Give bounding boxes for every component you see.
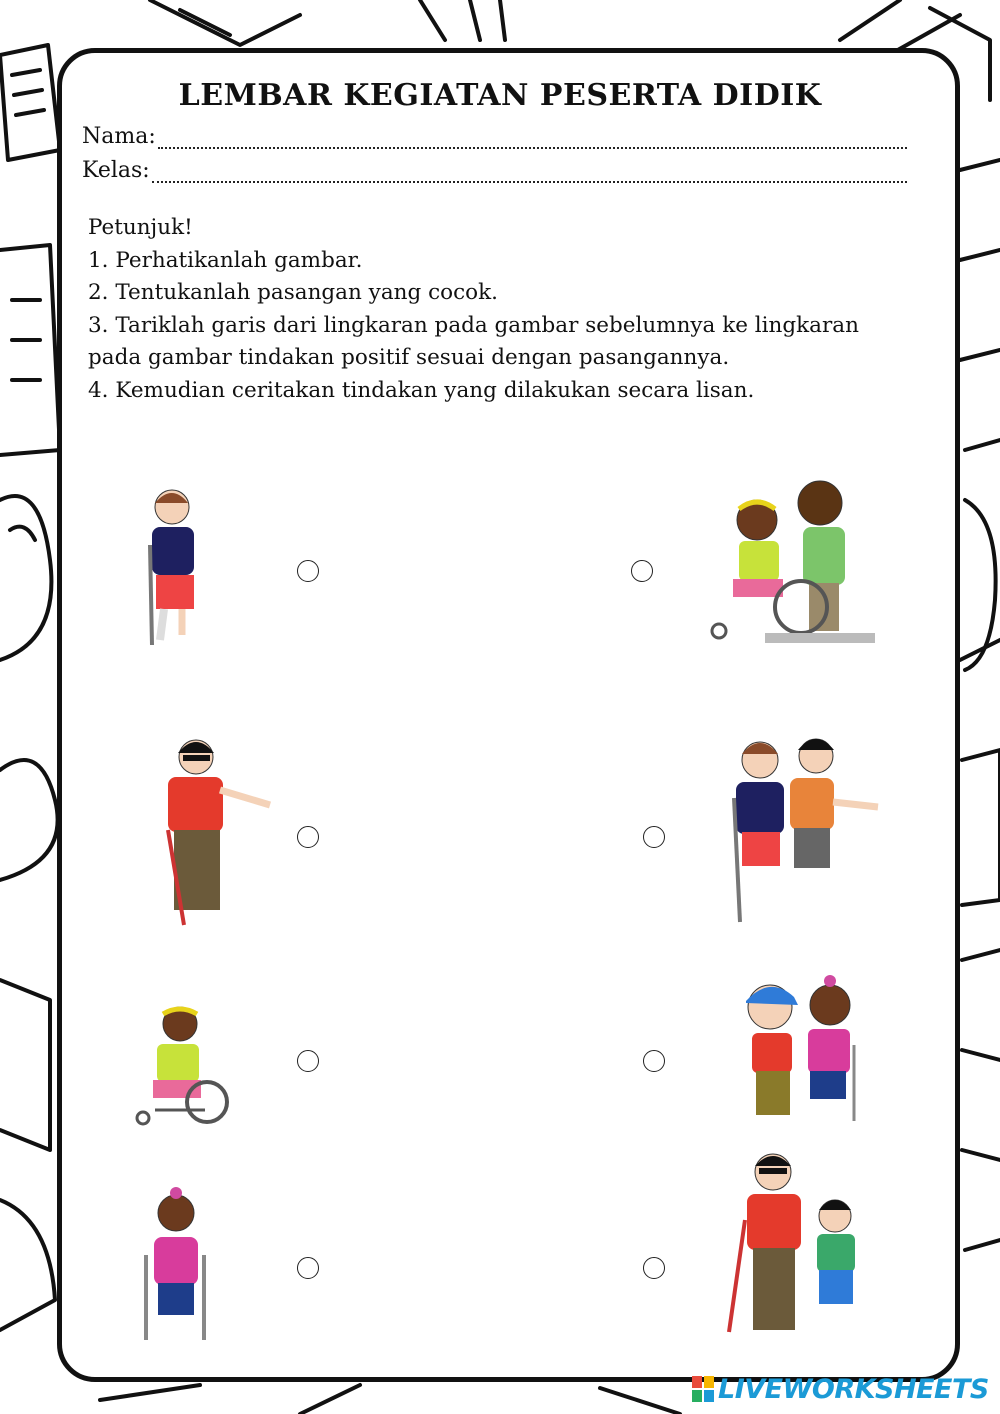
name-dotted-line[interactable]: [158, 131, 907, 149]
worksheet-title: LEMBAR KEGIATAN PESERTA DIDIK: [178, 78, 822, 113]
match-circle-right-4[interactable]: [643, 1257, 665, 1279]
match-circle-right-3[interactable]: [643, 1050, 665, 1072]
match-circle-left-2[interactable]: [297, 826, 319, 848]
instructions: [88, 212, 918, 407]
liveworksheets-logo: [692, 1372, 989, 1406]
boy-pushing-wheelchair-image: [705, 475, 875, 645]
boy-helping-girl-with-walker-image: [738, 975, 868, 1125]
laptop-right-doodle: [960, 640, 1000, 905]
instruction-2: 2. Tentukanlah pasangan yang cocok.: [88, 280, 498, 305]
liveworksheets-brand: LIVEWORKSHEETS: [718, 1373, 989, 1405]
name-field[interactable]: [82, 124, 907, 149]
scissors-doodle: [962, 950, 1000, 1250]
board-doodle: [960, 160, 1000, 450]
pencil-doodle: [0, 980, 50, 1150]
boy-with-crutches-image: [130, 485, 210, 650]
girl-in-wheelchair-image: [125, 1000, 230, 1130]
flask-doodle: [0, 496, 51, 660]
match-circle-right-1[interactable]: [631, 560, 653, 582]
class-dotted-line[interactable]: [152, 165, 907, 183]
girl-with-walker-image: [140, 1185, 210, 1345]
match-circle-left-4[interactable]: [297, 1257, 319, 1279]
bottom-doodle: [100, 1385, 680, 1414]
abc-sheet-doodle: [0, 245, 60, 455]
blind-boy-with-cane-image: [158, 735, 278, 930]
bag-doodle: [0, 1200, 55, 1330]
laptop-doodle: [150, 0, 300, 45]
class-label: Kelas:: [82, 158, 150, 183]
ruler-doodle: [420, 0, 505, 40]
liveworksheets-icon: [692, 1376, 714, 1402]
instruction-3: 3. Tariklah garis dari lingkaran pada gambar sebelumnya ke lingkaran pada gambar tindakan positif sesuai dengan pasangannya.: [88, 312, 859, 370]
instruction-4: 4. Kemudian ceritakan tindakan yang dilakukan secara lisan.: [88, 377, 755, 403]
boy-guiding-blind-boy-image: [725, 1150, 870, 1340]
cloud-doodle: [0, 760, 58, 880]
match-circle-left-1[interactable]: [297, 560, 319, 582]
boy-helping-boy-with-crutches-image: [718, 732, 883, 927]
match-circle-left-3[interactable]: [297, 1050, 319, 1072]
match-circle-right-2[interactable]: [643, 826, 665, 848]
instructions-heading: Petunjuk!: [88, 215, 193, 240]
instruction-1: 1. Perhatikanlah gambar.: [88, 247, 363, 273]
name-label: Nama:: [82, 124, 156, 149]
class-field[interactable]: [82, 158, 907, 183]
